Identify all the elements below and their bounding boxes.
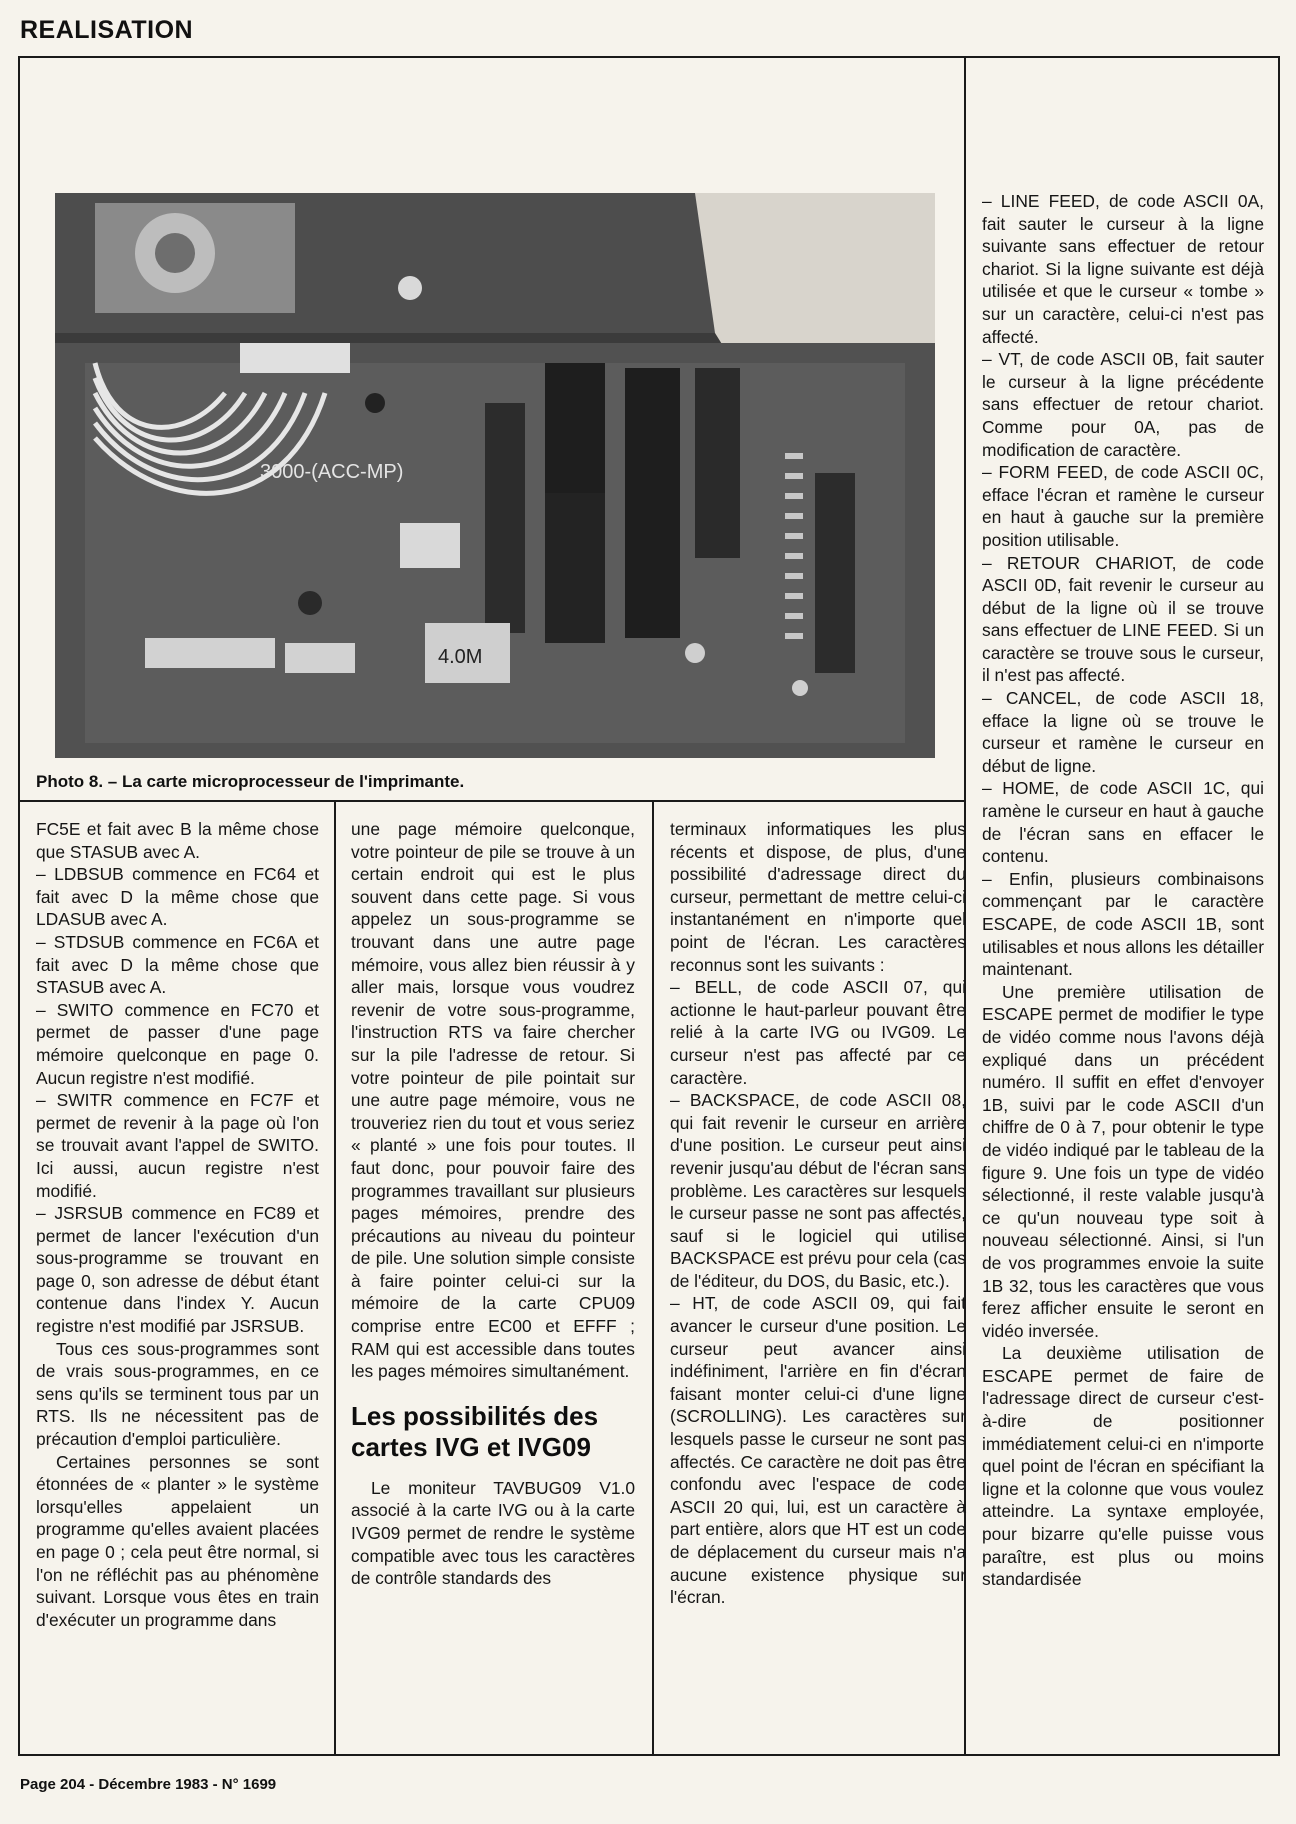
section-heading: Les possibilités des cartes IVG et IVG09 <box>351 1400 599 1462</box>
paragraph: – BELL, de code ASCII 07, qui actionne le haut-parleur pouvant être relié à la carte IVG ou IVG09. Le curseur n'est pas affecté par ce caractère. <box>670 977 966 1088</box>
paragraph: – CANCEL, de code ASCII 18, efface la ligne où se trouve le curseur et ramène le curseur en début de ligne. <box>982 688 1264 776</box>
text-column-3 <box>670 818 966 1609</box>
board-label: 3000-(ACC-MP) <box>260 461 404 483</box>
paragraph: – BACKSPACE, de code ASCII 08, qui fait revenir le curseur en arrière d'une position. Le curseur peut ainsi revenir jusqu'au début de l'écran sans problème. Les caractères sur lesquels le curseur passe ne sont pas affectés, sauf si le logiciel qui utilise BACKSPACE est prévu pour cela (cas de l'éditeur, du DOS, du Basic, etc.). <box>670 1090 966 1291</box>
paragraph: Tous ces sous-programmes sont de vrais sous-programmes, en ce sens qu'ils se terminent tous par un RTS. Ils ne nécessitent pas de précaution d'emploi particulière. <box>36 1338 319 1450</box>
paragraph: terminaux informatiques les plus récents et dispose, de plus, d'une possibilité d'adressage direct du curseur, permettant de mettre celui-ci instantanément en n'importe quel point de l'écran. Les caractères reconnus sont les suivants : <box>670 819 966 975</box>
paragraph: – FORM FEED, de code ASCII 0C, efface l'écran et ramène le curseur en haut à gauche sur la première position utilisable. <box>982 462 1264 550</box>
text-column-4 <box>982 190 1264 1591</box>
paragraph: – VT, de code ASCII 0B, fait sauter le curseur à la ligne précédente sans effectuer de retour chariot. Comme pour 0A, pas de modification de caractère. <box>982 349 1264 460</box>
circuit-board-photo <box>55 193 935 758</box>
photo-caption: Photo 8. – La carte microprocesseur de l'imprimante. <box>36 772 465 791</box>
paragraph: – HOME, de code ASCII 1C, qui ramène le curseur en haut à gauche de l'écran sans en effacer le contenu. <box>982 778 1264 867</box>
paragraph: – RETOUR CHARIOT, de code ASCII 0D, fait revenir le curseur au début de la ligne où il se trouve sans effectuer de LINE FEED. Si un caractère se trouve sous le curseur, il n'est pas affecté. <box>982 552 1264 686</box>
paragraph: – Enfin, plusieurs combinaisons commençant par le caractère ESCAPE, de code ASCII 1B, sont utilisables et nous allons les détailler maintenant. <box>982 868 1264 980</box>
text-column-2 <box>351 818 635 1590</box>
paragraph: – HT, de code ASCII 09, qui fait avancer le curseur d'une position. Le curseur peut avancer ainsi indéfiniment, l'arrière en fin d'écran faisant monter celui-ci d'une ligne (SCROLLING). Les caractères sur lesquels passe le curseur ne sont pas affectés. Ce caractère ne doit pas être confondu avec l'espace de code ASCII 20 qui, lui, est un caractère à part entière, alors que HT est un code de déplacement du curseur mais n'a aucune existence physique sur l'écran. <box>670 1293 966 1608</box>
text-column-1 <box>36 818 319 1631</box>
paragraph: une page mémoire quelconque, votre pointeur de pile se trouve à un certain endroit qui est le plus souvent dans cette page. Si vous appelez un sous-programme se trouvant dans une autre page mémoire, vous allez bien réussir à y aller mais, lorsque vous voudrez revenir de votre sous-programme, l'instruction RTS va faire chercher sur la pile l'adresse de retour. Si votre pointeur de pile pointait sur une autre page mémoire, vous ne trouveriez rien du tout et vous seriez « planté » une fois pour toutes. Il faut donc, pour pouvoir faire des programmes travaillant sur plusieurs pages mémoires, prendre des précautions au niveau du pointeur de pile. Une solution simple consiste à faire pointer celui-ci sur la mémoire de la carte CPU09 comprise entre EC00 et EFFF ; RAM qui est accessible dans toutes les pages mémoires simultanément. <box>351 819 635 1382</box>
paragraph: FC5E et fait avec B la même chose que STASUB avec A. <box>36 819 319 862</box>
crystal-label: 4.0M <box>438 646 483 668</box>
paragraph: – LDBSUB commence en FC64 et fait avec D la même chose que LDASUB avec A. <box>36 864 319 930</box>
paragraph: Le moniteur TAVBUG09 V1.0 associé à la carte IVG ou à la carte IVG09 permet de rendre le système compatible avec tous les caractères de contrôle standards des <box>351 1477 635 1589</box>
caption-rule <box>18 800 964 802</box>
board-illustration <box>55 193 935 758</box>
paragraph: – LINE FEED, de code ASCII 0A, fait sauter le curseur à la ligne suivante sans effectuer de retour chariot. Si la ligne suivante est déjà utilisée et que le curseur « tombe » sur un caractère, celui-ci n'est pas affecté. <box>982 191 1264 347</box>
paragraph: – STDSUB commence en FC6A et fait avec D la même chose que STASUB avec A. <box>36 931 319 998</box>
paragraph: Une première utilisation de ESCAPE permet de modifier le type de vidéo comme nous l'avons déjà expliqué dans un précédent numéro. Il suffit en effet d'envoyer 1B, suivi par le code ASCII d'un chiffre de 0 à 7, pour obtenir le type de vidéo indiqué par le tableau de la figure 9. Une fois un type de vidéo sélectionné, il reste valable jusqu'à ce qu'un nouveau type soit à nouveau sélectionné. Ainsi, si l'un de vos programmes envoie la suite 1B 32, tous les caractères que vous ferez afficher ensuite le seront en vidéo inversée. <box>982 981 1264 1341</box>
column-divider-1 <box>334 800 336 1756</box>
paragraph: – SWITO commence en FC70 et permet de passer d'une page mémoire quelconque en page 0. Aucun registre n'est modifié. <box>36 999 319 1088</box>
paragraph: La deuxième utilisation de ESCAPE permet de faire de l'adressage direct de curseur c'est-à-dire de positionner immédiatement celui-ci en n'importe quel point de l'écran en spécifiant la ligne et la colonne que vous voulez atteindre. La syntaxe employée, pour bizarre qu'elle puisse vous paraître, est plus ou moins standardisée <box>982 1343 1264 1590</box>
paragraph: – JSRSUB commence en FC89 et permet de lancer l'exécution d'un sous-programme se trouvant en page 0, son adresse de début étant contenue dans l'index Y. Aucun registre n'est modifié par JSRSUB. <box>36 1203 319 1337</box>
paragraph: – SWITR commence en FC7F et permet de revenir à la page où l'on se trouvait avant l'appel de SWITO. Ici aussi, aucun registre n'est modifié. <box>36 1090 319 1201</box>
column-divider-2 <box>652 800 654 1756</box>
section-label: REALISATION <box>20 16 194 44</box>
paragraph: Certaines personnes se sont étonnées de « planter » le système lorsqu'elles appelaient un programme qu'elles avaient placées en page 0 ; cela peut être normal, si l'on ne réfléchit pas au phénomène suivant. Lorsque vous êtes en train d'exécuter un programme dans <box>36 1451 319 1630</box>
page-footer: Page 204 - Décembre 1983 - N° 1699 <box>20 1776 277 1793</box>
